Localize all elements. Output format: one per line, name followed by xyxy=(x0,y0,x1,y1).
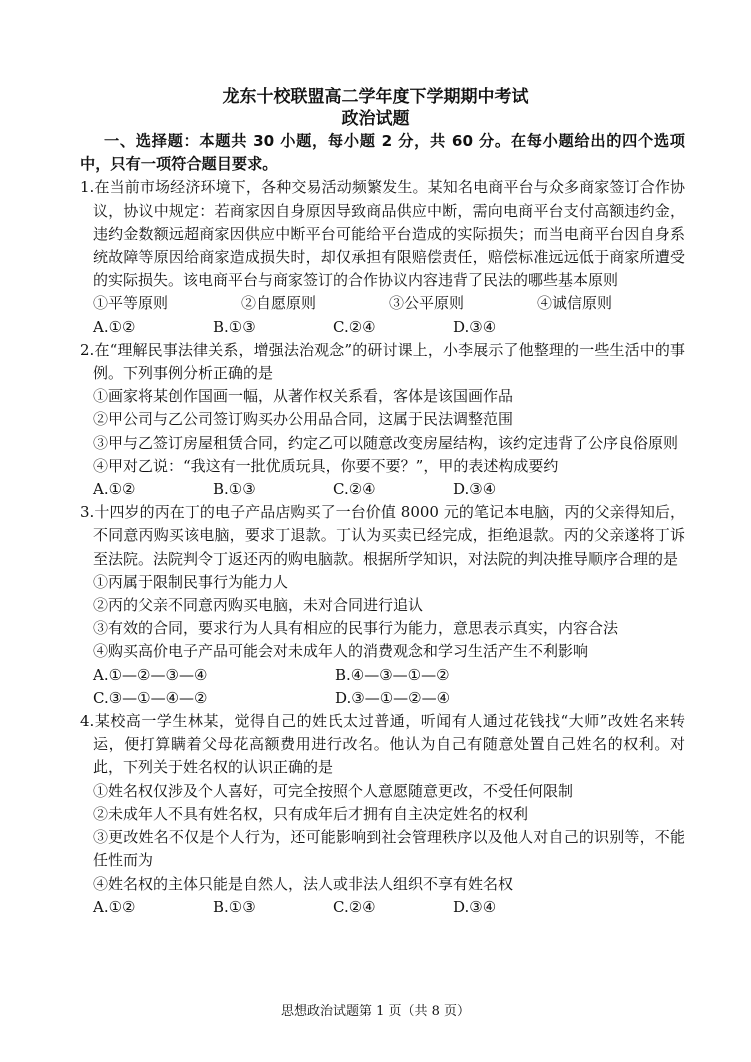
option-b[interactable]: B.①③ xyxy=(213,480,256,499)
option-b[interactable]: B.①③ xyxy=(213,897,256,916)
statement-item: ②丙的父亲不同意丙购买电脑，未对合同进行追认 xyxy=(93,596,424,615)
question-stem: 3.十四岁的丙在丁的电子产品店购买了一台价值 8000 元的笔记本电脑，丙的父亲得知后，不同意丙购买该电脑，要求丁退款。丁认为买卖已经完成，拒绝退款。丙的父亲遂将丁诉至法院。法院判令丁返还丙的购电脑款。根据所学知识，对法院的判决推导顺序合理的是 xyxy=(80,503,685,568)
statement-row xyxy=(80,292,685,315)
option-c[interactable]: C.②④ xyxy=(333,897,376,916)
options-row xyxy=(80,478,685,501)
statement-item: ④甲对乙说：“我这有一批优质玩具，你要不要？”，甲的表述构成要约 xyxy=(93,456,559,475)
options-row xyxy=(80,664,685,687)
options-row xyxy=(80,896,685,919)
statement-item: ③更改姓名不仅是个人行为，还可能影响到社会管理秩序以及他人对自己的识别等，不能任性而为 xyxy=(93,828,685,870)
statement-item: ③有效的合同，要求行为人具有相应的民事行为能力，意思表示真实，内容合法 xyxy=(93,619,619,638)
question-stem: 1.在当前市场经济环境下，各种交易活动频繁发生。某知名电商平台与众多商家签订合作协议，协议中规定：若商家因自身原因导致商品供应中断，需向电商平台支付高额违约金，违约金数额远超商家因供应中断平台可能给平台造成的实际损失；而当电商平台因自身系统故障等原因给商家造成损失时，却仅承担有限赔偿责任，赔偿标准远远低于商家所遭受的实际损失。该电商平台与商家签订的合作协议内容违背了民法的哪些基本原则 xyxy=(80,178,685,290)
content xyxy=(80,130,685,919)
statement-item: ①画家将某创作国画一幅，从著作权关系看，客体是该国画作品 xyxy=(93,387,514,406)
question-4 xyxy=(80,710,685,919)
option-d[interactable]: D.③—①—②—④ xyxy=(335,688,451,707)
statement-item: ②自愿原则 xyxy=(241,294,317,313)
option-b[interactable]: B.①③ xyxy=(213,317,256,336)
statement-item: ④诚信原则 xyxy=(537,294,613,313)
exam-title: 龙东十校联盟高二学年度下学期期中考试 xyxy=(222,87,529,107)
option-c[interactable]: C.②④ xyxy=(333,480,376,499)
option-c[interactable]: C.③—①—④—② xyxy=(93,688,208,707)
option-a[interactable]: A.①—②—③—④ xyxy=(93,665,208,684)
option-d[interactable]: D.③④ xyxy=(453,897,497,916)
statement-item: ①姓名权仅涉及个人喜好，可完全按照个人意愿随意更改，不受任何限制 xyxy=(93,781,574,800)
subject-title: 政治试题 xyxy=(341,109,410,129)
options-row xyxy=(80,687,685,710)
option-a[interactable]: A.①② xyxy=(93,897,136,916)
statement-item: ③甲与乙签订房屋租赁合同，约定乙可以随意改变房屋结构，该约定违背了公序良俗原则 xyxy=(93,433,679,452)
statement-item: ③公平原则 xyxy=(389,294,465,313)
statement-item: ①平等原则 xyxy=(93,294,169,313)
question-stem: 2.在“理解民事法律关系，增强法治观念”的研讨课上，小李展示了他整理的一些生活中的事例。下列事例分析正确的是 xyxy=(80,340,685,383)
section-instructions: 一、选择题：本题共 30 小题，每小题 2 分，共 60 分。在每小题给出的四个选项中，只有一项符合题目要求。 xyxy=(80,132,685,174)
statement-item: ④姓名权的主体只能是自然人，法人或非法人组织不享有姓名权 xyxy=(93,874,514,893)
option-d[interactable]: D.③④ xyxy=(453,317,497,336)
option-a[interactable]: A.①② xyxy=(93,480,136,499)
statement-item: ④购买高价电子产品可能会对未成年人的消费观念和学习生活产生不利影响 xyxy=(93,642,589,661)
question-stem: 4.某校高一学生林某，觉得自己的姓氏太过普通，听闻有人通过花钱找“大师”改姓名来转运，便打算瞒着父母花高额费用进行改名。他认为自己有随意处置自己姓名的权利。对此，下列关于姓名权的认识正确的是 xyxy=(80,712,685,777)
page-footer: 思想政治试题第 1 页（共 8 页） xyxy=(280,1004,471,1019)
question-2 xyxy=(80,339,685,501)
options-row xyxy=(80,316,685,339)
option-a[interactable]: A.①② xyxy=(93,317,136,336)
option-b[interactable]: B.④—③—①—② xyxy=(335,665,450,684)
statement-item: ①丙属于限制民事行为能力人 xyxy=(93,572,289,591)
question-1 xyxy=(80,176,685,338)
question-3 xyxy=(80,501,685,710)
option-d[interactable]: D.③④ xyxy=(453,480,497,499)
statement-item: ②甲公司与乙公司签订购买办公用品合同，这属于民法调整范围 xyxy=(93,410,514,429)
statement-item: ②未成年人不具有姓名权，只有成年后才拥有自主决定姓名的权利 xyxy=(93,804,529,823)
option-c[interactable]: C.②④ xyxy=(333,317,376,336)
